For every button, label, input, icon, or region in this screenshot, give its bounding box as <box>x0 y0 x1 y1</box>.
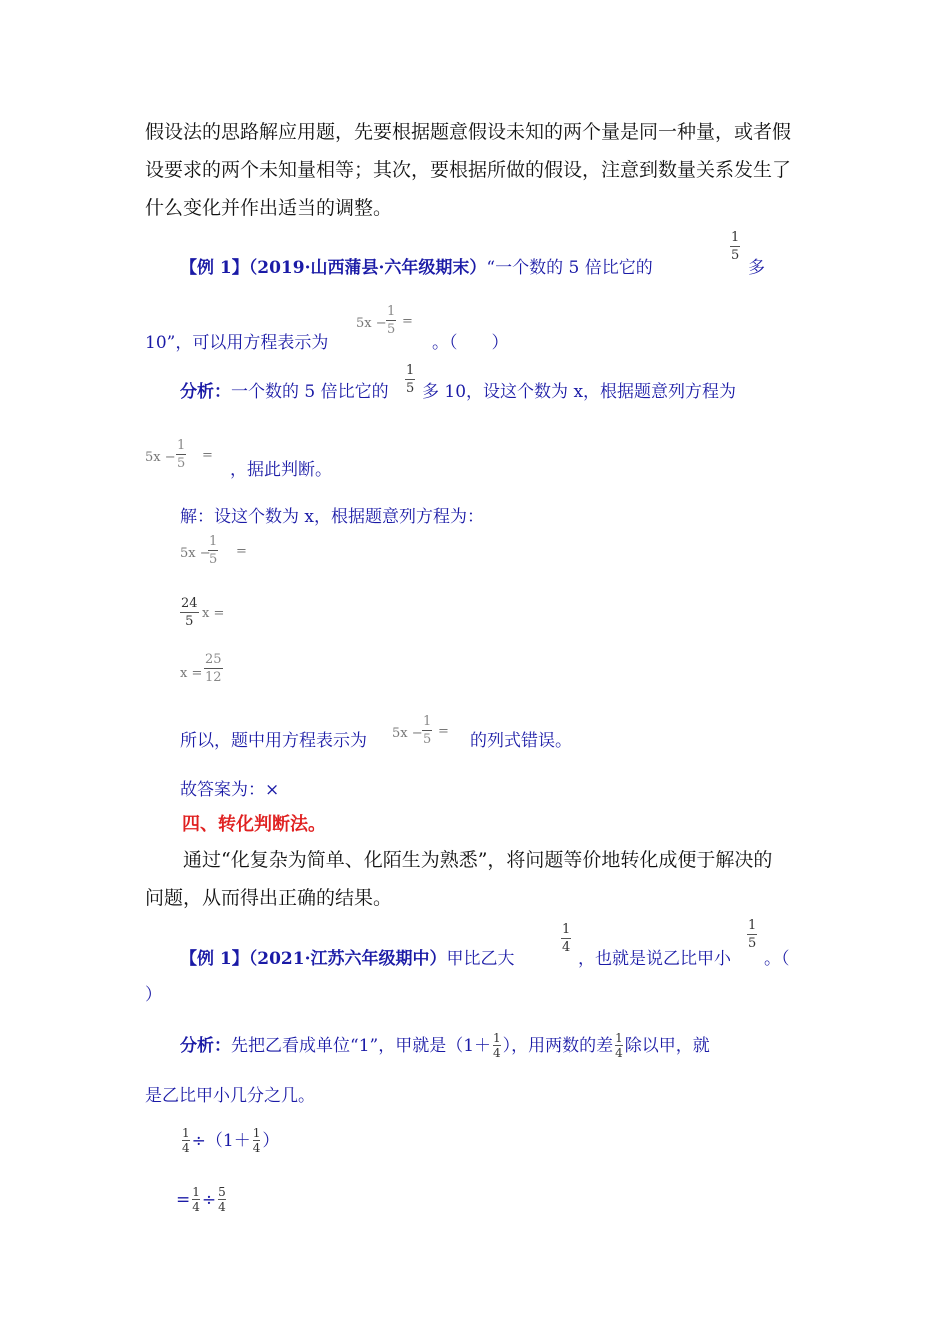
example1-question-fraction <box>730 230 740 263</box>
example2-analysis-line <box>180 1031 710 1061</box>
fraction-numerator: 1 <box>731 230 740 245</box>
example1-analysis-equation: 5x − <box>145 450 176 465</box>
example1-analysis-text-c: ，据此判断。 <box>230 460 332 480</box>
fraction-numerator: 25 <box>205 652 222 667</box>
fraction-bar <box>204 668 223 669</box>
fraction-bar <box>422 730 432 731</box>
solution-step-1: 5x − <box>180 546 211 561</box>
intro-line-3: 什么变化并作出适当的调整。 <box>145 197 393 219</box>
calc-fraction-1 <box>182 1126 190 1155</box>
fraction-denominator: 4 <box>182 1141 190 1155</box>
conclusion-equation-equals: = <box>438 724 449 739</box>
calc-fraction-3 <box>192 1185 200 1214</box>
example2-question-part-b: ，也就是说乙比甲小 <box>578 949 731 969</box>
solution-step-1-equals: = <box>236 544 247 559</box>
fraction-bar <box>208 550 218 551</box>
example2-question-fraction-1 <box>561 922 571 955</box>
example2-analysis-text-d: 是乙比甲小几分之几。 <box>145 1086 315 1106</box>
fraction-numerator: 1 <box>406 363 415 378</box>
fraction-denominator: 4 <box>493 1046 501 1060</box>
example1-analysis-text-b: 多 10，设这个数为 x，根据题意列方程为 <box>422 382 737 402</box>
example1-question-part-c: 10”，可以用方程表示为 <box>145 333 329 353</box>
calculation-step-1 <box>180 1126 279 1156</box>
calc-equals: = <box>176 1190 191 1210</box>
analysis-text-c: 除以甲，就 <box>624 1036 710 1056</box>
calc-close-paren: ） <box>262 1131 280 1151</box>
solution-step-2: x = <box>202 606 225 621</box>
example1-equation-image <box>356 316 387 331</box>
example2-question-line <box>180 944 514 969</box>
example1-analysis-equation-fraction <box>176 438 186 471</box>
example1-analysis-fraction <box>405 363 415 396</box>
conclusion-equation-fraction <box>422 714 432 747</box>
solution-step-1-fraction <box>208 534 218 567</box>
fraction-numerator: 1 <box>748 918 757 933</box>
example1-analysis-equation-equals: = <box>202 448 213 463</box>
fraction-numerator: 1 <box>192 1185 200 1199</box>
fraction-denominator: 5 <box>423 732 432 747</box>
analysis-text-a: 先把乙看成单位“1”，甲就是（1＋ <box>231 1036 492 1056</box>
fraction-denominator: 4 <box>192 1200 200 1214</box>
fraction-bar <box>405 379 415 380</box>
equation-text: 5x − <box>356 316 387 331</box>
intro-line-1: 假设法的思路解应用题，先要根据题意假设未知的两个量是同一种量，或者假 <box>145 121 792 143</box>
conclusion-equation: 5x − <box>392 726 423 741</box>
section4-line-1: 通过“化复杂为简单、化陌生为熟悉”，将问题等价地转化成便于解决的 <box>183 849 773 871</box>
fraction-bar <box>730 246 740 247</box>
fraction-denominator: 5 <box>748 936 757 951</box>
fraction-numerator: 1 <box>177 438 186 453</box>
fraction-denominator: 5 <box>177 456 186 471</box>
analysis-text-b: ），用两数的差 <box>502 1036 614 1056</box>
fraction-denominator: 4 <box>562 940 571 955</box>
fraction-numerator: 1 <box>423 714 432 729</box>
fraction-denominator: 5 <box>387 322 396 337</box>
calc-operator-text: ÷（1＋ <box>191 1131 251 1151</box>
solution-step-2-fraction <box>180 596 199 629</box>
example1-equation-fraction <box>386 304 396 337</box>
example1-answer: 故答案为：× <box>180 780 280 800</box>
calculation-step-2 <box>176 1186 228 1215</box>
fraction-denominator: 5 <box>209 552 218 567</box>
fraction-numerator: 1 <box>493 1031 501 1045</box>
section4-line-2: 问题，从而得出正确的结果。 <box>145 887 393 909</box>
fraction-numerator: 1 <box>182 1126 190 1140</box>
example2-source: （2021·江苏六年级期中） <box>248 949 447 969</box>
fraction-bar <box>747 934 757 935</box>
calc-divide: ÷ <box>201 1190 217 1210</box>
example1-solution-intro: 解：设这个数为 x，根据题意列方程为： <box>180 507 484 527</box>
example2-tag: 【例 1】 <box>180 949 249 969</box>
example1-question-part-b: 多 <box>748 258 765 278</box>
fraction-numerator: 1 <box>387 304 396 319</box>
fraction-numerator: 1 <box>615 1031 623 1045</box>
example1-analysis-line <box>180 377 389 402</box>
section4-heading: 四、转化判断法。 <box>182 814 326 835</box>
fraction-bar <box>176 454 186 455</box>
example2-question-part-c: 。（ <box>764 949 790 969</box>
fraction-numerator: 24 <box>181 596 198 611</box>
fraction-denominator: 4 <box>218 1200 226 1214</box>
example1-question-line <box>180 253 653 278</box>
analysis-fraction-difference <box>615 1031 623 1060</box>
analysis-fraction-quarter <box>493 1031 501 1060</box>
fraction-denominator: 5 <box>731 248 740 263</box>
fraction-denominator: 12 <box>205 670 222 685</box>
analysis-label: 分析： <box>180 1036 231 1056</box>
analysis-text-a: 一个数的 5 倍比它的 <box>231 382 389 402</box>
fraction-numerator: 1 <box>562 922 571 937</box>
fraction-bar <box>561 938 571 939</box>
example1-equation-equals: = <box>402 314 413 329</box>
example1-source: （2019·山西蒲县·六年级期末） <box>248 258 487 278</box>
example1-tag: 【例 1】 <box>180 258 249 278</box>
example1-conclusion-a: 所以，题中用方程表示为 <box>180 731 367 751</box>
intro-line-2: 设要求的两个未知量相等；其次，要根据所做的假设，注意到数量关系发生了 <box>145 159 792 181</box>
fraction-denominator: 5 <box>406 381 415 396</box>
fraction-numerator: 5 <box>218 1185 226 1199</box>
analysis-label: 分析： <box>180 382 231 402</box>
solution-step-3-fraction <box>204 652 223 685</box>
fraction-bar <box>180 612 199 613</box>
calc-fraction-4 <box>218 1185 226 1214</box>
example1-question-part-d: 。（ ） <box>432 333 509 353</box>
solution-step-3: x = <box>180 666 203 681</box>
example1-question-part-a: “一个数的 5 倍比它的 <box>486 258 653 278</box>
fraction-denominator: 5 <box>185 614 194 629</box>
fraction-denominator: 4 <box>615 1046 623 1060</box>
fraction-denominator: 4 <box>252 1141 261 1155</box>
fraction-numerator: 1 <box>209 534 218 549</box>
example2-question-part-a: 甲比乙大 <box>446 949 515 969</box>
calc-fraction-2 <box>253 1126 261 1155</box>
fraction-numerator: 1 <box>252 1126 261 1140</box>
fraction-bar <box>386 320 396 321</box>
example2-question-part-d: ） <box>145 985 162 1005</box>
example1-conclusion-b: 的列式错误。 <box>470 731 572 751</box>
example2-question-fraction-2 <box>747 918 757 951</box>
